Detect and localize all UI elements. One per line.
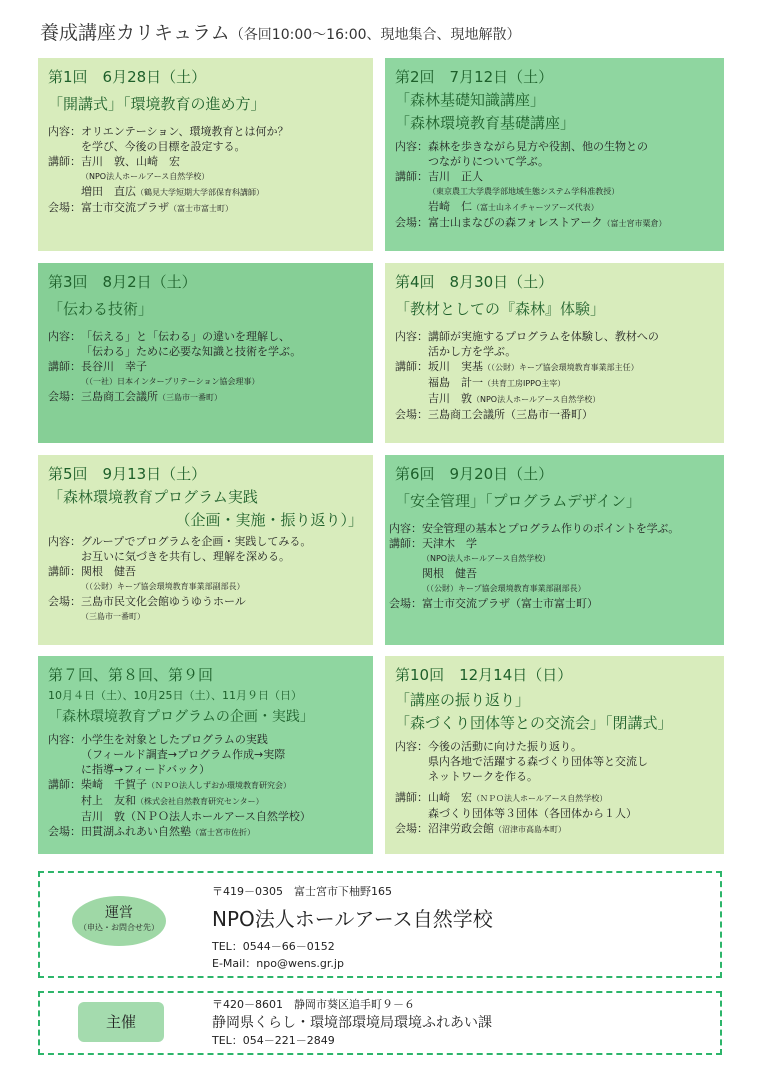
content-line: つながりについて学ぶ。	[428, 155, 549, 168]
content-line: 「伝える」と「伝わる」の違いを理解し、	[81, 330, 290, 343]
content-label: 内容：	[48, 733, 81, 746]
venue-label: 会場：	[48, 825, 81, 838]
session-7-9-card	[38, 656, 373, 854]
lecturer-label: 講師：	[48, 778, 81, 791]
venue: 田貫湖ふれあい自然塾	[81, 825, 191, 838]
venue-note: （富士宮市佐折）	[191, 828, 255, 837]
content-line: 「伝わる」ために必要な知識と技術を学ぶ。	[81, 345, 302, 358]
lecturer-affiliation: （（公財）キープ協会環境教育事業部副部長）	[81, 582, 245, 591]
content-line: （フィールド調査→プログラム作成→実際	[81, 748, 286, 761]
session-1-card	[38, 58, 373, 251]
organizer-box	[38, 991, 722, 1055]
content-label: 内容：	[395, 740, 428, 753]
lecturer-affiliation: （（公財）キープ協会環境教育事業部副部長）	[422, 584, 586, 593]
lecturer-label: 講師：	[395, 791, 428, 804]
venue: 富士山まなびの森フォレストアーク	[428, 216, 603, 229]
content-line: 今後の活動に向けた振り返り。	[428, 740, 582, 753]
lecturer-name: 山崎 宏	[428, 791, 472, 804]
session-10-card	[385, 656, 724, 854]
content-label: 内容：	[48, 330, 81, 343]
venue-note: （富士市富士町）	[169, 204, 233, 213]
session-heading: 第10回 12月14日（日）	[395, 666, 573, 684]
topic-line: 「森林環境教育基礎講座」	[395, 114, 576, 132]
venue-note: （富士宮市粟倉）	[602, 219, 667, 228]
lecturer-name: 坂川 実基	[428, 360, 483, 373]
content-line: 講師が実施するプログラムを体験し、教材への	[428, 330, 659, 343]
organizer-address: 〒420－8601 静岡市葵区追手町９－６	[212, 998, 415, 1011]
content-line: 小学生を対象としたプログラムの実践	[81, 733, 268, 746]
lecturer-name: 森づくり団体等３団体（各団体から１人）	[428, 807, 637, 820]
session-topic: 「開講式」「環境教育の進め方」	[48, 95, 266, 113]
lecturer-name: 増田 直広	[81, 185, 136, 198]
lecturer-affiliation: （富士山ネイチャーツアーズ代表）	[472, 203, 599, 212]
session-topic: 「伝わる技術」	[48, 300, 154, 318]
lecturer-affiliation: （共育工房IPPO主宰）	[483, 379, 566, 388]
lecturer-affiliation: （NPO法人ホールアース自然学校）	[81, 172, 210, 181]
content-line: 県内各地で活躍する森づくり団体等と交流し	[428, 755, 648, 768]
lecturer-label: 講師：	[48, 360, 81, 373]
session-3-card	[38, 263, 373, 443]
session-heading: 第1回 6月28日（土）	[48, 68, 207, 86]
lecturer-name: 吉川 正人	[428, 170, 483, 183]
lecturer-affiliation: （（公財）キープ協会環境教育事業部主任）	[483, 363, 639, 372]
organizer-badge: 主催	[78, 1002, 164, 1042]
content-label: 内容：	[48, 535, 81, 548]
lecturer-label: 講師：	[395, 360, 428, 373]
venue: 沼津労政会館	[428, 822, 494, 835]
lecturer-name: 岩崎 仁	[428, 200, 472, 213]
lecturer-name: 関根 健吾	[422, 567, 477, 580]
session-topic: 「安全管理」「プログラムデザイン」	[395, 492, 642, 510]
content-line: オリエンテーション、環境教育とは何か？	[81, 125, 289, 138]
content-line: 活かし方を学ぶ。	[428, 345, 517, 358]
lecturer-name: 柴崎 千賀子	[81, 778, 147, 791]
topic-line: （企画・実施・振り返り）」	[175, 511, 363, 529]
operator-box	[38, 871, 722, 978]
venue: 三島商工会議所	[81, 390, 158, 403]
session-topic	[48, 486, 363, 532]
content-line: を学び、今後の目標を設定する。	[81, 140, 246, 153]
operator-badge	[72, 896, 166, 946]
lecturer-affiliation: （東京農工大学農学部地域生態システム学科准教授）	[428, 187, 620, 196]
lecturer-name: 村上 友和	[81, 794, 136, 807]
session-heading: 第７回、第８回、第９回	[48, 666, 214, 684]
operator-badge-label: 運営	[105, 905, 133, 921]
lecturer-name: 福島 計一	[428, 376, 483, 389]
venue: 三島商工会議所（三島市一番町）	[428, 408, 593, 421]
lecturer-affiliation: （株式会社自然教育研究センター）	[136, 797, 264, 806]
content-line: ネットワークを作る。	[428, 770, 538, 783]
venue-label: 会場：	[395, 408, 428, 421]
organizer-phone: TEL：054－221－2849	[212, 1034, 335, 1047]
session-2-card	[385, 58, 724, 251]
content-label: 内容：	[389, 522, 422, 535]
lecturer-name: 吉川 敦	[428, 392, 472, 405]
venue-note: （沼津市高島本町）	[494, 825, 566, 834]
venue-label: 会場：	[48, 390, 81, 403]
venue-label: 会場：	[395, 822, 428, 835]
content-line: に指導→フィードバック）	[81, 763, 211, 776]
lecturer-name: 吉川 敦、山崎 宏	[81, 155, 180, 168]
venue-note: （三島市一番町）	[81, 612, 145, 621]
topic-line: 「森林基礎知識講座」	[395, 91, 546, 109]
lecturer-name: 関根 健吾	[81, 565, 136, 578]
session-topic: 「森林環境教育プログラムの企画・実践」	[48, 709, 314, 725]
page-title: 養成講座カリキュラム（各回10:00～16:00、現地集合、現地解散）	[40, 22, 521, 44]
session-6-card	[385, 455, 724, 645]
content-line: お互いに気づきを共有し、理解を深める。	[81, 550, 290, 563]
lecturer-affiliation: （NPO法人ホールアース自然学校）	[422, 554, 551, 563]
lecturer-affiliation: （ＮＰＯ法人ホールアース自然学校）	[472, 794, 608, 803]
lecturer-name: 吉川 敦（ＮＰＯ法人ホールアース自然学校）	[81, 810, 311, 823]
lecturer-label: 講師：	[395, 170, 428, 183]
venue: 三島市民文化会館ゆうゆうホール	[81, 595, 246, 608]
session-heading: 第5回 9月13日（土）	[48, 465, 207, 483]
lecturer-name: 天津木 学	[422, 537, 477, 550]
session-5-card	[38, 455, 373, 645]
operator-email[interactable]: E-Mail：npo@wens.gr.jp	[212, 957, 344, 970]
lecturer-label: 講師：	[389, 537, 422, 550]
lecturer-name: 長谷川 幸子	[81, 360, 147, 373]
session-heading: 第2回 7月12日（土）	[395, 68, 554, 86]
lecturer-label: 講師：	[48, 565, 81, 578]
session-topic	[395, 689, 714, 735]
content-line: グループでプログラムを企画・実践してみる。	[81, 535, 312, 548]
venue-note: （三島市一番町）	[158, 393, 222, 402]
topic-line: 「講座の振り返り」	[395, 691, 531, 709]
operator-address: 〒419－0305 富士宮市下柚野165	[212, 885, 392, 898]
lecturer-affiliation: （ＮＰＯ法人しずおか環境教育研究会）	[147, 781, 291, 790]
operator-badge-sublabel: （申込・お問合せ先）	[79, 923, 159, 932]
session-topic: 「教材としての『森林』体験」	[395, 300, 606, 318]
session-dates: 10月４日（土）、10月25日（土）、11月９日（日）	[48, 689, 302, 702]
topic-line: 「森づくり団体等との交流会」「閉講式」	[395, 714, 673, 732]
content-line: 安全管理の基本とプログラム作りのポイントを学ぶ。	[422, 522, 679, 535]
venue-label: 会場：	[48, 201, 81, 214]
venue: 富士市交流プラザ	[81, 201, 169, 214]
content-label: 内容：	[395, 140, 428, 153]
lecturer-affiliation: （（一社）日本インタープリテーション協会理事）	[81, 377, 260, 386]
lecturer-affiliation: （NPO法人ホールアース自然学校）	[472, 395, 601, 404]
organizer-name: 静岡県くらし・環境部環境局環境ふれあい課	[212, 1015, 492, 1031]
lecturer-affiliation: （鶴見大学短期大学部保育科講師）	[136, 188, 264, 197]
venue-label: 会場：	[389, 597, 422, 610]
session-4-card	[385, 263, 724, 443]
venue: 富士市交流プラザ（富士市富士町）	[422, 597, 598, 610]
operator-name: NPO法人ホールアース自然学校	[212, 907, 493, 931]
topic-line: 「森林環境教育プログラム実践	[48, 488, 258, 506]
content-line: 森林を歩きながら見方や役割、他の生物との	[428, 140, 648, 153]
session-heading: 第6回 9月20日（土）	[395, 465, 554, 483]
lecturer-label: 講師：	[48, 155, 81, 168]
session-topic	[395, 89, 714, 135]
operator-phone: TEL：0544－66－0152	[212, 940, 335, 953]
venue-label: 会場：	[395, 216, 428, 229]
content-label: 内容：	[48, 125, 81, 138]
content-label: 内容：	[395, 330, 428, 343]
session-heading: 第3回 8月2日（土）	[48, 273, 197, 291]
session-heading: 第4回 8月30日（土）	[395, 273, 554, 291]
page-subtitle: （各回10:00～16:00、現地集合、現地解散）	[229, 27, 521, 43]
venue-label: 会場：	[48, 595, 81, 608]
